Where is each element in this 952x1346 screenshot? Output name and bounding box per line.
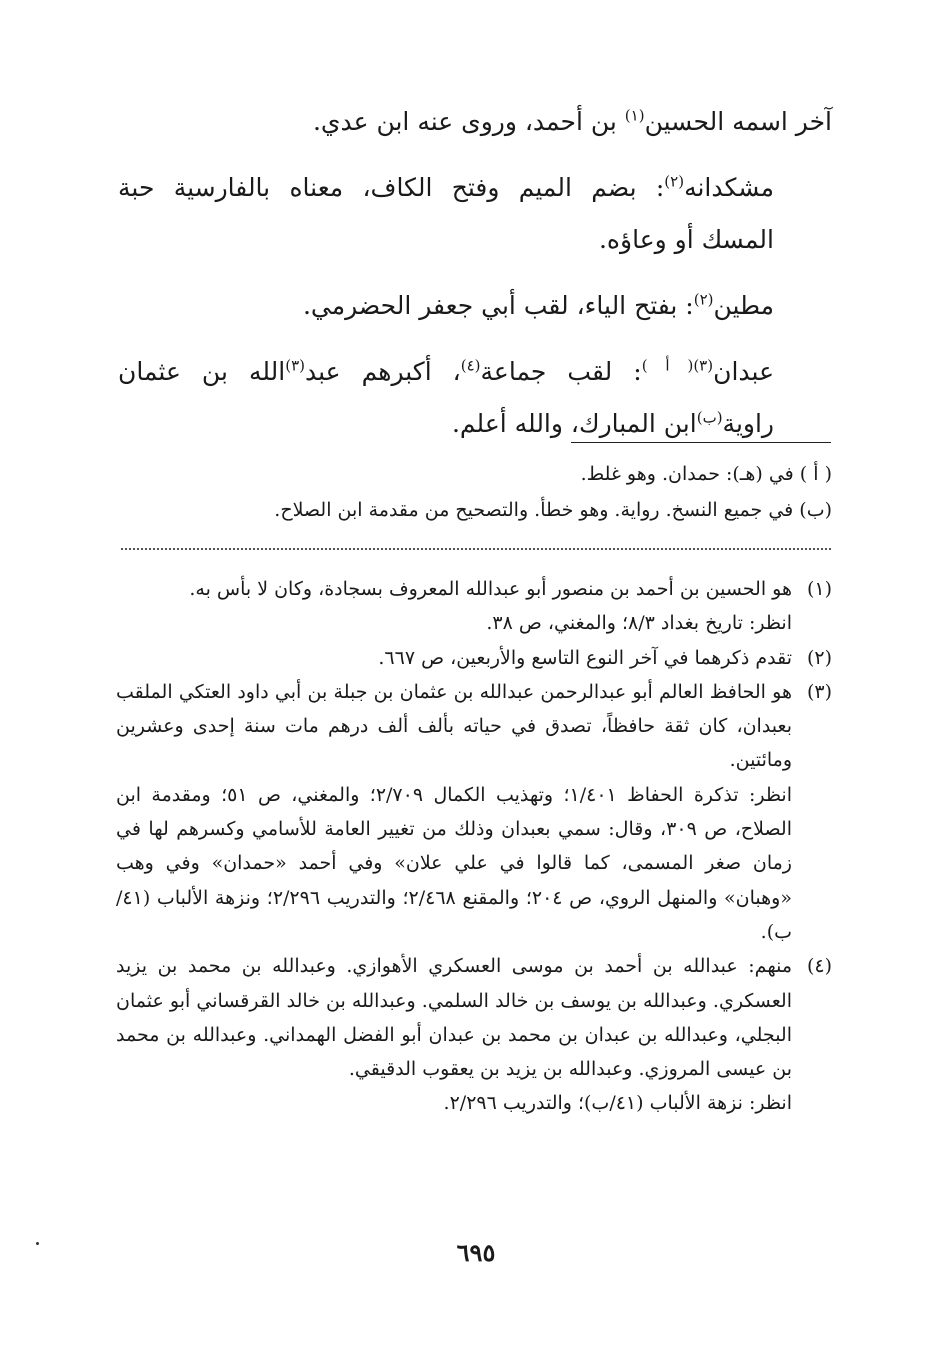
variant-marker[interactable]: (ب) — [696, 408, 723, 427]
footnote-body — [116, 949, 792, 1120]
footnotes — [116, 572, 832, 1121]
footnote-marker[interactable]: (٣) — [285, 356, 305, 375]
footnote-text: منهم: عبدالله بن أحمد بن موسى العسكري الأهوازي. وعبدالله بن محمد بن يزيد العسكري. وعبدالله بن يوسف بن خالد السلمي. وعبدالله بن خالد القرقساني أبو عثمان البجلي، وعبدالله بن عبدان بن محمد بن عبدان أبو الفضل الهمداني. وعبدالله بن محمد بن عيسى المروزي. وعبدالله بن يزيد بن يعقوب الدقيقي. — [116, 955, 792, 1081]
footnote-marker[interactable]: (٢) — [693, 290, 714, 309]
footnote-number: (١) — [806, 578, 832, 600]
footnote-text: تقدم ذكرهما في آخر النوع التاسع والأربعين، ص ٦٦٧. — [378, 646, 792, 669]
footnote-number: (٣) — [806, 680, 832, 703]
footnote — [116, 949, 832, 1120]
footnote-body — [116, 675, 792, 949]
text-run: عبدان — [713, 357, 774, 386]
dotted-separator — [121, 548, 831, 550]
text-run: مشكدانه — [684, 173, 774, 202]
text-run: : بضم الميم وفتح الكاف، معناه بالفارسية حبة المسك أو وعاؤه. — [118, 173, 774, 254]
footnote — [116, 641, 832, 675]
variant-note: (ب) في جميع النسخ. رواية. وهو خطأ. والتصحيح من مقدمة ابن الصلاح. — [274, 499, 832, 521]
text-run: : لقب جماعة — [480, 357, 642, 386]
text-run: ابن المبارك، والله أعلم. — [451, 409, 697, 438]
footnote-marker[interactable]: (٣) — [693, 356, 714, 375]
footnote-reference: انظر: نزهة الألباب (٤١/ب)؛ والتدريب ٢/٢٩٦. — [443, 1092, 792, 1115]
footnote — [116, 572, 832, 641]
footnote-reference: انظر: تاريخ بغداد ٨/٣؛ والمغني، ص ٣٨. — [486, 612, 792, 635]
text-run: : بفتح الياء، لقب أبي جعفر الحضرمي. — [302, 291, 694, 320]
text-run: ، أكبرهم عبد — [305, 357, 461, 386]
footnote-reference: انظر: تذكرة الحفاظ ١/٤٠١؛ وتهذيب الكمال ٢/٧٠٩؛ والمغني، ص ٥١؛ ومقدمة ابن الصلاح، ص ٣٠٩، وقال: سمي بعبدان وذلك من تغيير العامة للأسامي وكسرهم لها في زمان صغر المسمى، كما قالوا في علي علان» وفي أحمد «حمدان» وفي وهب «وهبان» والمنهل الروي، ص ٢٠٤؛ والمقنع ٢/٤٦٨؛ والتدريب ٢/٢٩٦؛ ونزهة الألباب (٤١/ب). — [116, 783, 793, 943]
variant-notes — [118, 456, 832, 528]
main-text — [118, 96, 832, 450]
footnote — [116, 675, 832, 949]
main-paragraph-3 — [118, 280, 832, 332]
text-run: آخر اسمه الحسين — [644, 107, 832, 136]
footnote-marker[interactable]: (١) — [624, 106, 645, 125]
footnote-body — [116, 641, 792, 675]
variant-marker[interactable]: ( أ ) — [641, 356, 694, 375]
footnote-text: هو الحافظ العالم أبو عبدالرحمن عبدالله بن عثمان بن جبلة بن أبي داود العتكي الملقب بعبدان، كان ثقة حافظاً، تصدق في حياته بألف ألف درهم مات سنة إحدى وعشرين ومائتين. — [116, 680, 792, 772]
page-number: ٦٩٥ — [456, 1238, 496, 1267]
main-paragraph-1 — [118, 96, 832, 148]
footnote-separator — [571, 442, 831, 443]
text-run: بن أحمد، وروى عنه ابن عدي. — [312, 107, 625, 136]
variant-note: ( أ ) في (هـ): حمدان. وهو غلط. — [580, 463, 832, 485]
text-run: الله بن عثمان راوية — [118, 357, 774, 438]
footnote-text: هو الحسين بن أحمد بن منصور أبو عبدالله المعروف بسجادة، وكان لا بأس به. — [189, 578, 792, 600]
text-run: مطين — [713, 291, 774, 320]
footnote-marker[interactable]: (٢) — [664, 172, 685, 191]
footnote-body — [116, 572, 792, 641]
footnote-number: (٢) — [806, 646, 832, 669]
footnote-marker[interactable]: (٤) — [460, 356, 481, 375]
main-paragraph-2 — [118, 162, 832, 266]
footnote-number: (٤) — [806, 955, 832, 978]
main-paragraph-4 — [118, 346, 832, 450]
